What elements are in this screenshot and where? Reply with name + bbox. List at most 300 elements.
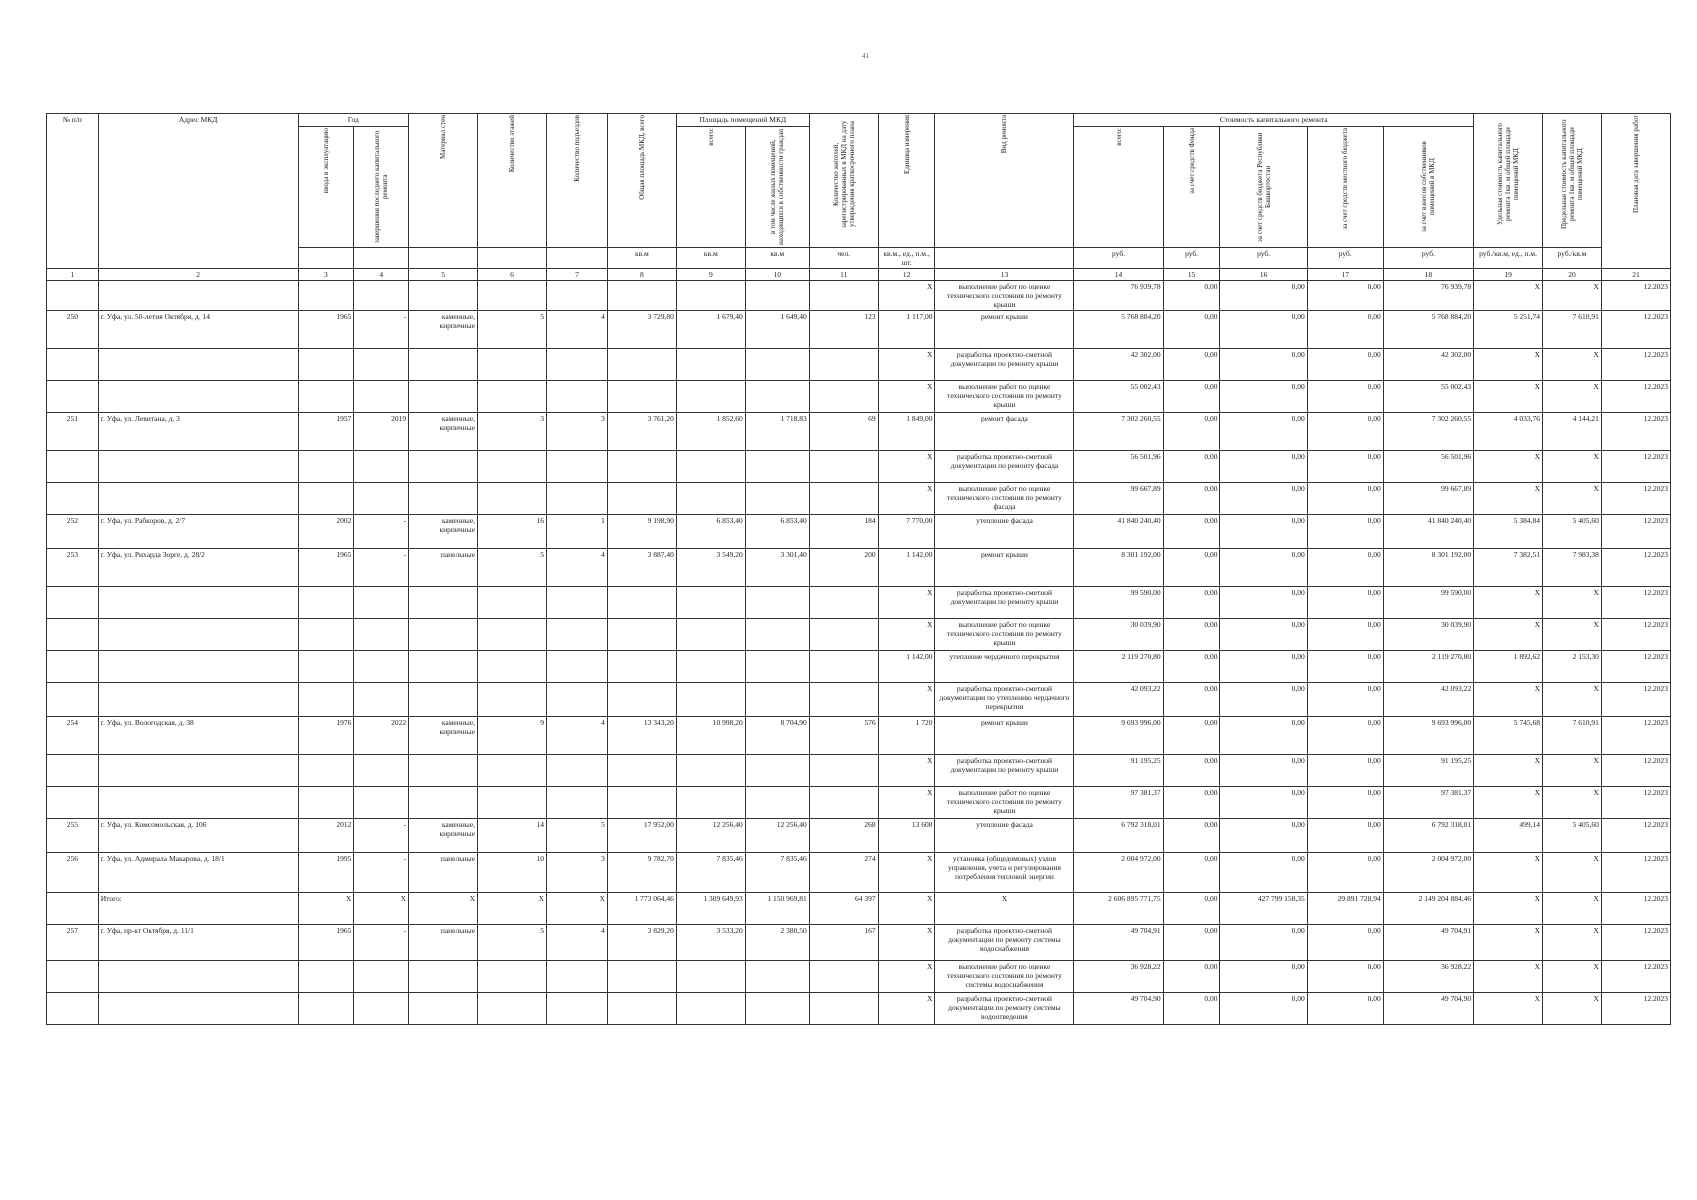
cell-addr: г. Уфа, ул. Комсомольская, д. 106 bbox=[98, 819, 298, 853]
cell-u12: X bbox=[878, 853, 935, 893]
cell-addr bbox=[98, 619, 298, 651]
cell-p11 bbox=[809, 483, 878, 515]
cell-d21: 12.2023 bbox=[1601, 893, 1670, 925]
cell-t14: 76 939,78 bbox=[1074, 281, 1163, 311]
cell-a8: 13 343,20 bbox=[607, 717, 676, 755]
header-c1: № п/п bbox=[47, 114, 99, 269]
capital-repair-table bbox=[46, 113, 1671, 1025]
cell-y2: X bbox=[354, 893, 409, 925]
cell-y2 bbox=[354, 483, 409, 515]
cell-y1: 2012 bbox=[298, 819, 354, 853]
cell-t17: 0,00 bbox=[1307, 281, 1383, 311]
cell-t18: 56 501,96 bbox=[1383, 451, 1473, 483]
cell-t17: 0,00 bbox=[1307, 819, 1383, 853]
cell-fl: X bbox=[478, 893, 547, 925]
cell-y1 bbox=[298, 281, 354, 311]
cell-mat: панельные bbox=[409, 549, 478, 587]
cell-a10: 12 256,40 bbox=[745, 819, 809, 853]
cell-t14: 97 381,37 bbox=[1074, 787, 1163, 819]
cell-ent bbox=[547, 755, 608, 787]
unit-c11: чел. bbox=[809, 248, 878, 269]
cell-a9 bbox=[676, 349, 745, 381]
cell-a10 bbox=[745, 349, 809, 381]
cell-u12: X bbox=[878, 451, 935, 483]
cell-u12: 1 142,00 bbox=[878, 549, 935, 587]
cell-t15: 0,00 bbox=[1163, 311, 1220, 349]
cell-s19: X bbox=[1474, 755, 1543, 787]
cell-u12: 1 849,00 bbox=[878, 413, 935, 451]
cell-u12: 7 770,00 bbox=[878, 515, 935, 549]
cell-t14: 6 792 318,01 bbox=[1074, 819, 1163, 853]
cell-ent bbox=[547, 587, 608, 619]
cell-addr: г. Уфа, пр-кт Октября, д. 11/1 bbox=[98, 925, 298, 961]
cell-t14: 42 093,22 bbox=[1074, 683, 1163, 717]
cell-a8: 3 887,40 bbox=[607, 549, 676, 587]
header-c8: Общая площадь МКД, всего bbox=[607, 114, 676, 248]
cell-fl: 9 bbox=[478, 717, 547, 755]
cell-addr: г. Уфа, ул. Рихарда Зорге, д. 28/2 bbox=[98, 549, 298, 587]
cell-a8 bbox=[607, 993, 676, 1025]
column-number: 9 bbox=[676, 269, 745, 281]
cell-d21: 12.2023 bbox=[1601, 515, 1670, 549]
cell-y2 bbox=[354, 961, 409, 993]
header-c5: Материал стен bbox=[409, 114, 478, 248]
cell-mat bbox=[409, 451, 478, 483]
cell-a10 bbox=[745, 755, 809, 787]
cell-a8 bbox=[607, 349, 676, 381]
cell-fl bbox=[478, 619, 547, 651]
cell-mat: каменные, кирпичные bbox=[409, 819, 478, 853]
cell-n bbox=[47, 381, 99, 413]
cell-t18: 55 002,43 bbox=[1383, 381, 1473, 413]
cell-n: 255 bbox=[47, 819, 99, 853]
cell-t18: 97 381,37 bbox=[1383, 787, 1473, 819]
cell-t16: 0,00 bbox=[1220, 587, 1307, 619]
cell-a10 bbox=[745, 483, 809, 515]
cell-a8: 3 829,20 bbox=[607, 925, 676, 961]
cell-work: выполнение работ по оценке технического состояния по ремонту фасада bbox=[935, 483, 1074, 515]
unit-c8: кв.м bbox=[607, 248, 676, 269]
cell-p11 bbox=[809, 961, 878, 993]
cell-a9: 3 549,20 bbox=[676, 549, 745, 587]
cell-n bbox=[47, 587, 99, 619]
column-number: 13 bbox=[935, 269, 1074, 281]
cell-t14: 49 704,91 bbox=[1074, 925, 1163, 961]
header-cost-group: Стоимость капитального ремонта bbox=[1074, 114, 1474, 127]
cell-a8: 17 952,00 bbox=[607, 819, 676, 853]
cell-work: выполнение работ по оценке технического состояния по ремонту крыши bbox=[935, 281, 1074, 311]
column-number: 17 bbox=[1307, 269, 1383, 281]
cell-y1: 1965 bbox=[298, 925, 354, 961]
cell-t16: 0,00 bbox=[1220, 651, 1307, 683]
cell-work: выполнение работ по оценке технического состояния по ремонту крыши bbox=[935, 381, 1074, 413]
cell-work: выполнение работ по оценке технического состояния по ремонту системы водоснабжения bbox=[935, 961, 1074, 993]
cell-s19: X bbox=[1474, 381, 1543, 413]
unit-c20: руб./кв.м bbox=[1543, 248, 1602, 269]
cell-a10 bbox=[745, 961, 809, 993]
cell-mat: каменные, кирпичные bbox=[409, 311, 478, 349]
header-c11: Количество жителей, зарегистрированных в МКД на дату утверждения краткосрочного плана bbox=[809, 114, 878, 248]
cell-t17: 0,00 bbox=[1307, 787, 1383, 819]
cell-t14: 8 301 192,00 bbox=[1074, 549, 1163, 587]
cell-fl: 5 bbox=[478, 549, 547, 587]
cell-t17: 0,00 bbox=[1307, 381, 1383, 413]
cell-mat bbox=[409, 349, 478, 381]
cell-t16: 0,00 bbox=[1220, 961, 1307, 993]
cell-p11: 268 bbox=[809, 819, 878, 853]
column-number: 14 bbox=[1074, 269, 1163, 281]
cell-y1: 1976 bbox=[298, 717, 354, 755]
cell-p11 bbox=[809, 683, 878, 717]
cell-s19: X bbox=[1474, 853, 1543, 893]
cell-a9 bbox=[676, 787, 745, 819]
cell-t15: 0,00 bbox=[1163, 381, 1220, 413]
cell-t17: 0,00 bbox=[1307, 619, 1383, 651]
cell-mat bbox=[409, 587, 478, 619]
cell-a8: 9 198,90 bbox=[607, 515, 676, 549]
cell-s19: X bbox=[1474, 993, 1543, 1025]
cell-s20: X bbox=[1543, 281, 1602, 311]
cell-ent bbox=[547, 787, 608, 819]
cell-s19: 5 745,68 bbox=[1474, 717, 1543, 755]
cell-fl: 16 bbox=[478, 515, 547, 549]
cell-s19: X bbox=[1474, 925, 1543, 961]
cell-t15: 0,00 bbox=[1163, 925, 1220, 961]
cell-y1: 1995 bbox=[298, 853, 354, 893]
cell-work: ремонт фасада bbox=[935, 413, 1074, 451]
cell-a8: 1 773 064,46 bbox=[607, 893, 676, 925]
cell-y2 bbox=[354, 993, 409, 1025]
cell-s20: X bbox=[1543, 787, 1602, 819]
cell-s20: X bbox=[1543, 683, 1602, 717]
cell-p11 bbox=[809, 651, 878, 683]
cell-fl bbox=[478, 993, 547, 1025]
cell-t16: 0,00 bbox=[1220, 281, 1307, 311]
cell-addr bbox=[98, 281, 298, 311]
cell-mat bbox=[409, 961, 478, 993]
cell-work: ремонт крыши bbox=[935, 549, 1074, 587]
cell-s20: X bbox=[1543, 853, 1602, 893]
cell-t14: 91 195,25 bbox=[1074, 755, 1163, 787]
cell-n bbox=[47, 651, 99, 683]
header-c20: Предельная стоимость капитального ремонта 1кв. м общей площади помещений МКД bbox=[1543, 114, 1602, 248]
cell-a8 bbox=[607, 651, 676, 683]
cell-t18: 36 928,22 bbox=[1383, 961, 1473, 993]
cell-d21: 12.2023 bbox=[1601, 683, 1670, 717]
cell-n: 252 bbox=[47, 515, 99, 549]
table-row bbox=[47, 549, 1671, 587]
cell-t14: 49 704,90 bbox=[1074, 993, 1163, 1025]
cell-a10: 1 150 969,81 bbox=[745, 893, 809, 925]
cell-work: утепление фасада bbox=[935, 819, 1074, 853]
cell-addr bbox=[98, 961, 298, 993]
cell-d21: 12.2023 bbox=[1601, 311, 1670, 349]
cell-mat: панельные bbox=[409, 925, 478, 961]
table-row bbox=[47, 961, 1671, 993]
cell-d21: 12.2023 bbox=[1601, 755, 1670, 787]
cell-addr bbox=[98, 651, 298, 683]
cell-fl bbox=[478, 451, 547, 483]
cell-t14: 55 002,43 bbox=[1074, 381, 1163, 413]
cell-d21: 12.2023 bbox=[1601, 619, 1670, 651]
cell-y2 bbox=[354, 451, 409, 483]
cell-ent bbox=[547, 281, 608, 311]
cell-t14: 5 768 884,20 bbox=[1074, 311, 1163, 349]
cell-t14: 7 302 260,55 bbox=[1074, 413, 1163, 451]
cell-work: разработка проектно-сметной документации по ремонту фасада bbox=[935, 451, 1074, 483]
cell-t18: 9 693 996,00 bbox=[1383, 717, 1473, 755]
cell-ent: X bbox=[547, 893, 608, 925]
column-number: 16 bbox=[1220, 269, 1307, 281]
cell-t17: 0,00 bbox=[1307, 451, 1383, 483]
cell-p11 bbox=[809, 381, 878, 413]
cell-ent bbox=[547, 381, 608, 413]
cell-t16: 0,00 bbox=[1220, 717, 1307, 755]
table-row bbox=[47, 717, 1671, 755]
cell-ent bbox=[547, 993, 608, 1025]
cell-n bbox=[47, 993, 99, 1025]
cell-y2: - bbox=[354, 311, 409, 349]
cell-a10: 2 380,50 bbox=[745, 925, 809, 961]
cell-work: разработка проектно-сметной документации по ремонту системы водоснабжения bbox=[935, 925, 1074, 961]
cell-y2 bbox=[354, 755, 409, 787]
cell-s20: 7 983,38 bbox=[1543, 549, 1602, 587]
cell-n: 254 bbox=[47, 717, 99, 755]
cell-p11 bbox=[809, 755, 878, 787]
cell-a9 bbox=[676, 961, 745, 993]
cell-t15: 0,00 bbox=[1163, 483, 1220, 515]
column-number: 6 bbox=[478, 269, 547, 281]
cell-a9: 7 835,46 bbox=[676, 853, 745, 893]
cell-n bbox=[47, 619, 99, 651]
cell-addr bbox=[98, 587, 298, 619]
column-number: 11 bbox=[809, 269, 878, 281]
cell-u12: 1 117,00 bbox=[878, 311, 935, 349]
cell-n: 250 bbox=[47, 311, 99, 349]
cell-ent: 4 bbox=[547, 549, 608, 587]
cell-a9: 1 679,40 bbox=[676, 311, 745, 349]
cell-fl bbox=[478, 483, 547, 515]
cell-t17: 0,00 bbox=[1307, 683, 1383, 717]
column-number: 3 bbox=[298, 269, 354, 281]
cell-a10: 6 853,40 bbox=[745, 515, 809, 549]
cell-s20: 4 144,21 bbox=[1543, 413, 1602, 451]
column-numbers-row bbox=[47, 269, 1671, 281]
cell-y1 bbox=[298, 381, 354, 413]
cell-t15: 0,00 bbox=[1163, 451, 1220, 483]
cell-t16: 0,00 bbox=[1220, 993, 1307, 1025]
cell-y2: - bbox=[354, 549, 409, 587]
cell-y2: - bbox=[354, 819, 409, 853]
cell-mat: каменные, кирпичные bbox=[409, 717, 478, 755]
cell-s19: X bbox=[1474, 281, 1543, 311]
cell-mat bbox=[409, 381, 478, 413]
cell-s19: 5 384,84 bbox=[1474, 515, 1543, 549]
cell-t14: 2 119 270,80 bbox=[1074, 651, 1163, 683]
cell-ent bbox=[547, 451, 608, 483]
unit-c18: руб. bbox=[1383, 248, 1473, 269]
cell-t16: 0,00 bbox=[1220, 451, 1307, 483]
cell-n bbox=[47, 451, 99, 483]
cell-t18: 5 768 884,20 bbox=[1383, 311, 1473, 349]
cell-a9: 6 853,40 bbox=[676, 515, 745, 549]
cell-y1 bbox=[298, 349, 354, 381]
cell-p11: 123 bbox=[809, 311, 878, 349]
cell-u12: 1 720 bbox=[878, 717, 935, 755]
cell-a9 bbox=[676, 451, 745, 483]
cell-a8: 3 729,80 bbox=[607, 311, 676, 349]
cell-ent bbox=[547, 961, 608, 993]
cell-fl bbox=[478, 787, 547, 819]
cell-t18: 49 704,90 bbox=[1383, 993, 1473, 1025]
cell-t14: 2 606 895 771,75 bbox=[1074, 893, 1163, 925]
cell-mat: каменные, кирпичные bbox=[409, 515, 478, 549]
cell-n bbox=[47, 961, 99, 993]
cell-mat: X bbox=[409, 893, 478, 925]
cell-s20: 7 610,91 bbox=[1543, 717, 1602, 755]
cell-u12: X bbox=[878, 787, 935, 819]
cell-u12: X bbox=[878, 755, 935, 787]
cell-addr: г. Уфа, ул. 50-летия Октября, д. 14 bbox=[98, 311, 298, 349]
cell-t18: 41 840 240,40 bbox=[1383, 515, 1473, 549]
cell-addr: г. Уфа, ул. Адмирала Макарова, д. 18/1 bbox=[98, 853, 298, 893]
cell-t18: 49 704,91 bbox=[1383, 925, 1473, 961]
cell-mat: каменные, кирпичные bbox=[409, 413, 478, 451]
column-number: 20 bbox=[1543, 269, 1602, 281]
cell-n: 253 bbox=[47, 549, 99, 587]
cell-a8 bbox=[607, 381, 676, 413]
cell-a8 bbox=[607, 619, 676, 651]
cell-t17: 0,00 bbox=[1307, 483, 1383, 515]
cell-fl bbox=[478, 281, 547, 311]
cell-s20: 5 405,60 bbox=[1543, 819, 1602, 853]
cell-t15: 0,00 bbox=[1163, 281, 1220, 311]
cell-mat: панельные bbox=[409, 853, 478, 893]
unit-c19: руб./кв.м, ед., п.м. bbox=[1474, 248, 1543, 269]
table-row bbox=[47, 413, 1671, 451]
cell-d21: 12.2023 bbox=[1601, 819, 1670, 853]
cell-work: выполнение работ по оценке технического состояния по ремонту крыши bbox=[935, 619, 1074, 651]
cell-ent: 3 bbox=[547, 413, 608, 451]
cell-d21: 12.2023 bbox=[1601, 349, 1670, 381]
column-number: 8 bbox=[607, 269, 676, 281]
cell-a10 bbox=[745, 381, 809, 413]
unit-c16: руб. bbox=[1220, 248, 1307, 269]
page-number: 41 bbox=[862, 52, 869, 60]
cell-p11: 274 bbox=[809, 853, 878, 893]
cell-addr: г. Уфа, ул. Вологодская, д. 38 bbox=[98, 717, 298, 755]
cell-t14: 2 004 972,00 bbox=[1074, 853, 1163, 893]
unit-c14: руб. bbox=[1074, 248, 1163, 269]
table-row bbox=[47, 787, 1671, 819]
cell-addr bbox=[98, 483, 298, 515]
header-c15: за счет средств Фонда bbox=[1163, 127, 1220, 248]
cell-fl bbox=[478, 381, 547, 413]
cell-t17: 0,00 bbox=[1307, 993, 1383, 1025]
cell-s19: 5 251,74 bbox=[1474, 311, 1543, 349]
cell-t15: 0,00 bbox=[1163, 787, 1220, 819]
cell-ent: 4 bbox=[547, 717, 608, 755]
cell-d21: 12.2023 bbox=[1601, 549, 1670, 587]
cell-work: разработка проектно-сметной документации по ремонту крыши bbox=[935, 587, 1074, 619]
header-year: Год bbox=[298, 114, 409, 127]
cell-y1 bbox=[298, 651, 354, 683]
cell-t14: 99 590,00 bbox=[1074, 587, 1163, 619]
cell-t14: 41 840 240,40 bbox=[1074, 515, 1163, 549]
cell-a9: 3 533,20 bbox=[676, 925, 745, 961]
cell-t16: 0,00 bbox=[1220, 819, 1307, 853]
cell-t17: 0,00 bbox=[1307, 311, 1383, 349]
cell-d21: 12.2023 bbox=[1601, 281, 1670, 311]
cell-n bbox=[47, 787, 99, 819]
cell-a9 bbox=[676, 381, 745, 413]
cell-y2 bbox=[354, 619, 409, 651]
table-row bbox=[47, 587, 1671, 619]
cell-y1: 1965 bbox=[298, 311, 354, 349]
cell-u12: X bbox=[878, 281, 935, 311]
cell-ent: 4 bbox=[547, 311, 608, 349]
cell-a10: 1 649,40 bbox=[745, 311, 809, 349]
cell-addr bbox=[98, 787, 298, 819]
cell-t16: 0,00 bbox=[1220, 619, 1307, 651]
cell-a10 bbox=[745, 619, 809, 651]
cell-n: 257 bbox=[47, 925, 99, 961]
cell-y2: - bbox=[354, 853, 409, 893]
cell-d21: 12.2023 bbox=[1601, 451, 1670, 483]
cell-y1 bbox=[298, 755, 354, 787]
cell-y1: 1965 bbox=[298, 549, 354, 587]
cell-n bbox=[47, 281, 99, 311]
table-row bbox=[47, 755, 1671, 787]
cell-t17: 0,00 bbox=[1307, 961, 1383, 993]
cell-work: утепление чердачного перекрытия bbox=[935, 651, 1074, 683]
cell-addr bbox=[98, 993, 298, 1025]
column-number: 18 bbox=[1383, 269, 1473, 281]
cell-a10: 1 718,83 bbox=[745, 413, 809, 451]
cell-p11: 200 bbox=[809, 549, 878, 587]
cell-a8 bbox=[607, 961, 676, 993]
cell-ent bbox=[547, 619, 608, 651]
cell-t17: 29 891 728,94 bbox=[1307, 893, 1383, 925]
cell-u12: X bbox=[878, 349, 935, 381]
cell-t16: 0,00 bbox=[1220, 349, 1307, 381]
cell-y1: 2002 bbox=[298, 515, 354, 549]
column-number: 5 bbox=[409, 269, 478, 281]
cell-a10 bbox=[745, 787, 809, 819]
cell-u12: 1 142,00 bbox=[878, 651, 935, 683]
cell-a8 bbox=[607, 755, 676, 787]
cell-work: разработка проектно-сметной документации по ремонту крыши bbox=[935, 755, 1074, 787]
cell-fl: 10 bbox=[478, 853, 547, 893]
cell-y2 bbox=[354, 281, 409, 311]
cell-n: 251 bbox=[47, 413, 99, 451]
cell-addr bbox=[98, 683, 298, 717]
cell-t17: 0,00 bbox=[1307, 853, 1383, 893]
cell-y2: - bbox=[354, 515, 409, 549]
cell-t15: 0,00 bbox=[1163, 993, 1220, 1025]
table-row bbox=[47, 311, 1671, 349]
cell-s20: X bbox=[1543, 349, 1602, 381]
cell-d21: 12.2023 bbox=[1601, 961, 1670, 993]
column-number: 4 bbox=[354, 269, 409, 281]
cell-a9 bbox=[676, 587, 745, 619]
column-number: 2 bbox=[98, 269, 298, 281]
cell-work: выполнение работ по оценке технического состояния по ремонту крыши bbox=[935, 787, 1074, 819]
cell-a10 bbox=[745, 281, 809, 311]
header-area-group: Площадь помещений МКД bbox=[676, 114, 809, 127]
cell-a9 bbox=[676, 993, 745, 1025]
cell-fl: 5 bbox=[478, 925, 547, 961]
